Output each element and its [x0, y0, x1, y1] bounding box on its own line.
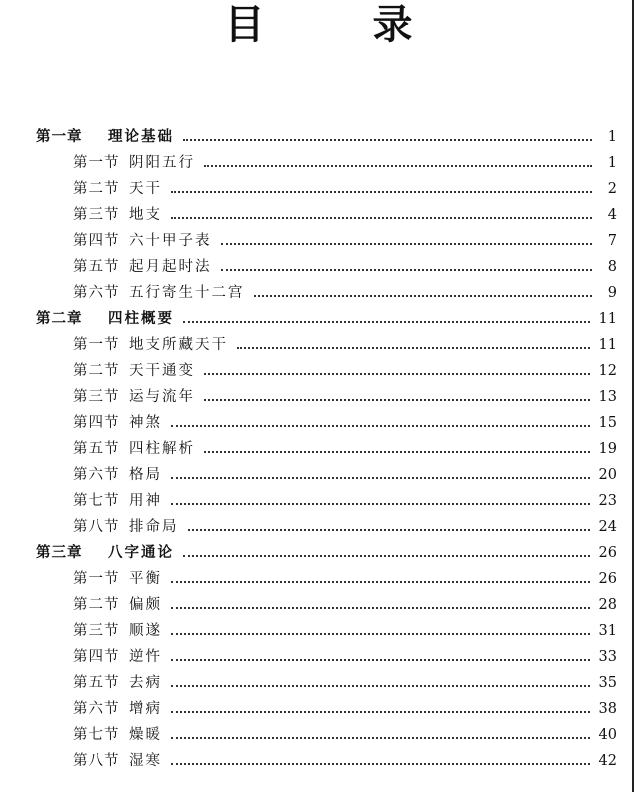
toc-section-entry[interactable]: [0, 670, 637, 696]
toc-section-entry[interactable]: [0, 488, 637, 514]
toc-section-entry[interactable]: [0, 436, 637, 462]
entry-number: 第五节: [73, 675, 120, 691]
entry-number: 第八节: [73, 753, 120, 769]
entry-page: 1: [607, 155, 617, 171]
dot-leader: [171, 710, 590, 713]
toc-section-entry[interactable]: [0, 514, 637, 540]
toc-section-entry[interactable]: [0, 566, 637, 592]
entry-number: 第二章: [36, 311, 83, 327]
dot-leader: [171, 476, 590, 479]
entry-number: 第一节: [73, 571, 120, 587]
entry-number: 第六节: [73, 701, 120, 717]
entry-title: 神煞: [129, 415, 162, 431]
entry-page: 33: [598, 649, 617, 665]
entry-number: 第三节: [73, 207, 120, 223]
toc-section-entry[interactable]: [0, 332, 637, 358]
dot-leader: [171, 684, 590, 687]
dot-leader: [221, 242, 593, 245]
entry-title: 八字通论: [108, 545, 174, 561]
entry-title: 用神: [129, 493, 162, 509]
entry-number: 第四节: [73, 233, 120, 249]
toc-section-entry[interactable]: [0, 254, 637, 280]
toc-section-entry[interactable]: [0, 384, 637, 410]
dot-leader: [183, 320, 590, 323]
dot-leader: [171, 502, 590, 505]
toc-section-entry[interactable]: [0, 644, 637, 670]
toc-section-entry[interactable]: [0, 280, 637, 306]
entry-page: 40: [598, 727, 617, 743]
toc-section-entry[interactable]: [0, 176, 637, 202]
dot-leader: [183, 554, 590, 557]
toc-section-entry[interactable]: [0, 618, 637, 644]
entry-number: 第四节: [73, 415, 120, 431]
dot-leader: [204, 372, 590, 375]
entry-page: 1: [607, 129, 617, 145]
entry-page: 19: [598, 441, 617, 457]
entry-number: 第二节: [73, 597, 120, 613]
entry-page: 9: [607, 285, 617, 301]
entry-number: 第二节: [73, 181, 120, 197]
entry-page: 20: [598, 467, 617, 483]
entry-number: 第五节: [73, 259, 120, 275]
entry-page: 13: [598, 389, 617, 405]
entry-number: 第一章: [36, 129, 83, 145]
entry-title: 阴阳五行: [129, 155, 195, 171]
entry-title: 六十甲子表: [129, 233, 212, 249]
entry-number: 第八节: [73, 519, 120, 535]
entry-number: 第三节: [73, 389, 120, 405]
entry-title: 四柱概要: [108, 311, 174, 327]
dot-leader: [204, 164, 592, 167]
dot-leader: [204, 450, 590, 453]
table-of-contents: [0, 124, 637, 774]
toc-section-entry[interactable]: [0, 150, 637, 176]
toc-section-entry[interactable]: [0, 202, 637, 228]
toc-title: 目 录: [224, 1, 447, 48]
entry-number: 第三节: [73, 623, 120, 639]
entry-page: 35: [598, 675, 617, 691]
entry-page: 12: [598, 363, 617, 379]
entry-page: 15: [598, 415, 617, 431]
entry-page: 4: [607, 207, 617, 223]
entry-page: 11: [598, 311, 617, 327]
entry-title: 去病: [129, 675, 162, 691]
entry-title: 平衡: [129, 571, 162, 587]
dot-leader: [171, 606, 590, 609]
entry-title: 排命局: [129, 519, 179, 535]
entry-number: 第三章: [36, 545, 83, 561]
toc-chapter-entry[interactable]: [0, 124, 637, 150]
toc-section-entry[interactable]: [0, 410, 637, 436]
entry-title: 天干: [129, 181, 162, 197]
dot-leader: [171, 632, 590, 635]
entry-number: 第六节: [73, 467, 120, 483]
entry-title: 理论基础: [108, 129, 174, 145]
toc-section-entry[interactable]: [0, 462, 637, 488]
entry-number: 第五节: [73, 441, 120, 457]
entry-number: 第一节: [73, 337, 120, 353]
entry-title: 五行寄生十二宫: [129, 285, 245, 301]
entry-page: 11: [598, 337, 617, 353]
dot-leader: [183, 138, 592, 141]
dot-leader: [188, 528, 590, 531]
toc-section-entry[interactable]: [0, 592, 637, 618]
entry-title: 起月起时法: [129, 259, 212, 275]
entry-page: 23: [598, 493, 617, 509]
entry-title: 四柱解析: [129, 441, 195, 457]
entry-title: 逆忤: [129, 649, 162, 665]
entry-page: 8: [607, 259, 617, 275]
dot-leader: [171, 762, 590, 765]
entry-title: 增病: [129, 701, 162, 717]
toc-chapter-entry[interactable]: [0, 306, 637, 332]
dot-leader: [254, 294, 593, 297]
entry-page: 26: [598, 571, 617, 587]
entry-page: 31: [598, 623, 617, 639]
toc-section-entry[interactable]: [0, 696, 637, 722]
entry-number: 第四节: [73, 649, 120, 665]
toc-section-entry[interactable]: [0, 748, 637, 774]
dot-leader: [171, 658, 590, 661]
entry-number: 第一节: [73, 155, 120, 171]
entry-number: 第二节: [73, 363, 120, 379]
toc-section-entry[interactable]: [0, 358, 637, 384]
entry-page: 28: [598, 597, 617, 613]
entry-page: 42: [598, 753, 617, 769]
entry-number: 第六节: [73, 285, 120, 301]
entry-title: 地支: [129, 207, 162, 223]
entry-page: 26: [598, 545, 617, 561]
entry-page: 7: [607, 233, 617, 249]
entry-title: 运与流年: [129, 389, 195, 405]
toc-section-entry[interactable]: [0, 722, 637, 748]
entry-title: 偏颇: [129, 597, 162, 613]
dot-leader: [171, 580, 590, 583]
dot-leader: [171, 424, 590, 427]
entry-page: 2: [607, 181, 617, 197]
dot-leader: [204, 398, 590, 401]
dot-leader: [171, 190, 592, 193]
entry-number: 第七节: [73, 493, 120, 509]
entry-title: 地支所藏天干: [129, 337, 228, 353]
entry-page: 38: [598, 701, 617, 717]
entry-page: 24: [598, 519, 617, 535]
dot-leader: [237, 346, 590, 349]
entry-number: 第七节: [73, 727, 120, 743]
toc-chapter-entry[interactable]: [0, 540, 637, 566]
dot-leader: [221, 268, 593, 271]
entry-title: 顺遂: [129, 623, 162, 639]
toc-section-entry[interactable]: [0, 228, 637, 254]
entry-title: 格局: [129, 467, 162, 483]
entry-title: 湿寒: [129, 753, 162, 769]
dot-leader: [171, 216, 592, 219]
dot-leader: [171, 736, 590, 739]
entry-title: 天干通变: [129, 363, 195, 379]
entry-title: 燥暖: [129, 727, 162, 743]
